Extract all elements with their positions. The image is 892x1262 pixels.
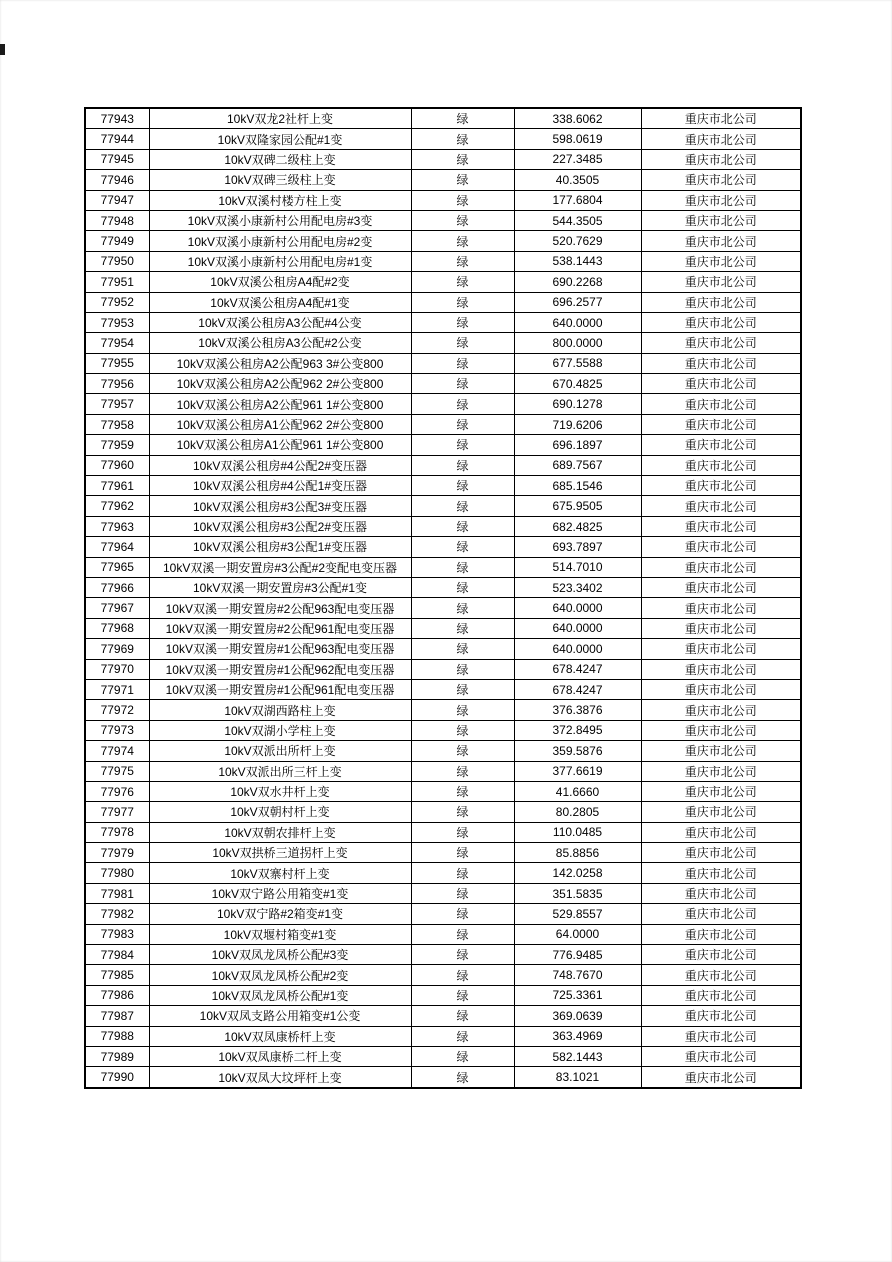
cell-value: 748.7670 bbox=[514, 965, 641, 985]
cell-name: 10kV双宁路#2箱变#1变 bbox=[149, 904, 411, 924]
cell-id: 77965 bbox=[85, 557, 149, 577]
cell-id: 77970 bbox=[85, 659, 149, 679]
cell-name: 10kV双溪公租房#3公配2#变压器 bbox=[149, 516, 411, 536]
cell-id: 77969 bbox=[85, 639, 149, 659]
cell-company: 重庆市北公司 bbox=[641, 598, 801, 618]
table-row bbox=[85, 251, 801, 271]
cell-id: 77972 bbox=[85, 700, 149, 720]
cell-company: 重庆市北公司 bbox=[641, 1046, 801, 1066]
cell-id: 77944 bbox=[85, 129, 149, 149]
cell-id: 77964 bbox=[85, 537, 149, 557]
cell-name: 10kV双凤龙凤桥公配#1变 bbox=[149, 985, 411, 1005]
cell-company: 重庆市北公司 bbox=[641, 577, 801, 597]
cell-status: 绿 bbox=[411, 883, 514, 903]
table-row bbox=[85, 374, 801, 394]
cell-status: 绿 bbox=[411, 537, 514, 557]
cell-value: 670.4825 bbox=[514, 374, 641, 394]
cell-company: 重庆市北公司 bbox=[641, 170, 801, 190]
cell-company: 重庆市北公司 bbox=[641, 108, 801, 129]
cell-value: 40.3505 bbox=[514, 170, 641, 190]
cell-name: 10kV双朝农排杆上变 bbox=[149, 822, 411, 842]
cell-status: 绿 bbox=[411, 272, 514, 292]
equipment-table bbox=[84, 107, 802, 1089]
table-row bbox=[85, 272, 801, 292]
cell-value: 64.0000 bbox=[514, 924, 641, 944]
cell-id: 77948 bbox=[85, 210, 149, 230]
cell-status: 绿 bbox=[411, 618, 514, 638]
cell-status: 绿 bbox=[411, 149, 514, 169]
cell-value: 582.1443 bbox=[514, 1046, 641, 1066]
cell-name: 10kV双溪公租房#4公配2#变压器 bbox=[149, 455, 411, 475]
cell-status: 绿 bbox=[411, 170, 514, 190]
cell-id: 77966 bbox=[85, 577, 149, 597]
table-row bbox=[85, 863, 801, 883]
cell-name: 10kV双派出所杆上变 bbox=[149, 741, 411, 761]
cell-id: 77979 bbox=[85, 843, 149, 863]
cell-status: 绿 bbox=[411, 231, 514, 251]
cell-id: 77957 bbox=[85, 394, 149, 414]
cell-id: 77951 bbox=[85, 272, 149, 292]
cell-status: 绿 bbox=[411, 251, 514, 271]
cell-name: 10kV双溪公租房A3公配#4公变 bbox=[149, 312, 411, 332]
cell-name: 10kV双朝村杆上变 bbox=[149, 802, 411, 822]
cell-company: 重庆市北公司 bbox=[641, 679, 801, 699]
cell-status: 绿 bbox=[411, 108, 514, 129]
table-row bbox=[85, 1006, 801, 1026]
cell-value: 41.6660 bbox=[514, 781, 641, 801]
cell-name: 10kV双溪一期安置房#1公配962配电变压器 bbox=[149, 659, 411, 679]
table-row bbox=[85, 333, 801, 353]
cell-status: 绿 bbox=[411, 577, 514, 597]
cell-id: 77982 bbox=[85, 904, 149, 924]
cell-id: 77959 bbox=[85, 435, 149, 455]
cell-value: 110.0485 bbox=[514, 822, 641, 842]
cell-value: 369.0639 bbox=[514, 1006, 641, 1026]
table-row bbox=[85, 1026, 801, 1046]
cell-status: 绿 bbox=[411, 781, 514, 801]
cell-id: 77987 bbox=[85, 1006, 149, 1026]
cell-id: 77963 bbox=[85, 516, 149, 536]
cell-status: 绿 bbox=[411, 129, 514, 149]
cell-value: 678.4247 bbox=[514, 659, 641, 679]
table-row bbox=[85, 129, 801, 149]
cell-company: 重庆市北公司 bbox=[641, 863, 801, 883]
cell-name: 10kV双溪公租房A1公配962 2#公变800 bbox=[149, 414, 411, 434]
cell-status: 绿 bbox=[411, 945, 514, 965]
cell-value: 598.0619 bbox=[514, 129, 641, 149]
cell-value: 696.1897 bbox=[514, 435, 641, 455]
cell-value: 800.0000 bbox=[514, 333, 641, 353]
cell-name: 10kV双溪一期安置房#2公配963配电变压器 bbox=[149, 598, 411, 618]
cell-id: 77989 bbox=[85, 1046, 149, 1066]
cell-company: 重庆市北公司 bbox=[641, 394, 801, 414]
cell-status: 绿 bbox=[411, 843, 514, 863]
cell-status: 绿 bbox=[411, 1006, 514, 1026]
cell-id: 77953 bbox=[85, 312, 149, 332]
cell-status: 绿 bbox=[411, 210, 514, 230]
cell-id: 77967 bbox=[85, 598, 149, 618]
cell-company: 重庆市北公司 bbox=[641, 883, 801, 903]
cell-status: 绿 bbox=[411, 761, 514, 781]
cell-company: 重庆市北公司 bbox=[641, 639, 801, 659]
cell-company: 重庆市北公司 bbox=[641, 251, 801, 271]
cell-id: 77986 bbox=[85, 985, 149, 1005]
cell-company: 重庆市北公司 bbox=[641, 353, 801, 373]
cell-status: 绿 bbox=[411, 985, 514, 1005]
table-row bbox=[85, 761, 801, 781]
cell-name: 10kV双水井杆上变 bbox=[149, 781, 411, 801]
table-row bbox=[85, 476, 801, 496]
table-row bbox=[85, 822, 801, 842]
cell-company: 重庆市北公司 bbox=[641, 761, 801, 781]
table-row bbox=[85, 210, 801, 230]
cell-value: 520.7629 bbox=[514, 231, 641, 251]
cell-id: 77983 bbox=[85, 924, 149, 944]
cell-company: 重庆市北公司 bbox=[641, 1006, 801, 1026]
cell-company: 重庆市北公司 bbox=[641, 781, 801, 801]
cell-name: 10kV双溪一期安置房#1公配963配电变压器 bbox=[149, 639, 411, 659]
cell-status: 绿 bbox=[411, 639, 514, 659]
cell-name: 10kV双溪公租房#3公配1#变压器 bbox=[149, 537, 411, 557]
cell-company: 重庆市北公司 bbox=[641, 945, 801, 965]
cell-id: 77973 bbox=[85, 720, 149, 740]
cell-company: 重庆市北公司 bbox=[641, 414, 801, 434]
cell-company: 重庆市北公司 bbox=[641, 618, 801, 638]
cell-name: 10kV双隆家园公配#1变 bbox=[149, 129, 411, 149]
cell-value: 177.6804 bbox=[514, 190, 641, 210]
cell-company: 重庆市北公司 bbox=[641, 129, 801, 149]
cell-company: 重庆市北公司 bbox=[641, 516, 801, 536]
cell-name: 10kV双溪公租房A2公配961 1#公变800 bbox=[149, 394, 411, 414]
cell-value: 693.7897 bbox=[514, 537, 641, 557]
cell-name: 10kV双碑二级柱上变 bbox=[149, 149, 411, 169]
table-row bbox=[85, 781, 801, 801]
cell-status: 绿 bbox=[411, 312, 514, 332]
table-row bbox=[85, 843, 801, 863]
cell-value: 538.1443 bbox=[514, 251, 641, 271]
cell-name: 10kV双凤龙凤桥公配#3变 bbox=[149, 945, 411, 965]
cell-value: 142.0258 bbox=[514, 863, 641, 883]
cell-value: 678.4247 bbox=[514, 679, 641, 699]
cell-company: 重庆市北公司 bbox=[641, 455, 801, 475]
cell-value: 363.4969 bbox=[514, 1026, 641, 1046]
table-row bbox=[85, 924, 801, 944]
cell-id: 77975 bbox=[85, 761, 149, 781]
cell-company: 重庆市北公司 bbox=[641, 190, 801, 210]
cell-id: 77968 bbox=[85, 618, 149, 638]
cell-status: 绿 bbox=[411, 965, 514, 985]
cell-id: 77954 bbox=[85, 333, 149, 353]
cell-value: 640.0000 bbox=[514, 312, 641, 332]
cell-company: 重庆市北公司 bbox=[641, 210, 801, 230]
table-row bbox=[85, 353, 801, 373]
cell-name: 10kV双溪公租房A1公配961 1#公变800 bbox=[149, 435, 411, 455]
cell-company: 重庆市北公司 bbox=[641, 435, 801, 455]
cell-company: 重庆市北公司 bbox=[641, 496, 801, 516]
cell-id: 77946 bbox=[85, 170, 149, 190]
cell-value: 690.1278 bbox=[514, 394, 641, 414]
cell-status: 绿 bbox=[411, 1067, 514, 1088]
cell-value: 719.6206 bbox=[514, 414, 641, 434]
table-row bbox=[85, 516, 801, 536]
cell-name: 10kV双龙2社杆上变 bbox=[149, 108, 411, 129]
cell-value: 227.3485 bbox=[514, 149, 641, 169]
table-row bbox=[85, 190, 801, 210]
cell-id: 77955 bbox=[85, 353, 149, 373]
cell-status: 绿 bbox=[411, 374, 514, 394]
cell-status: 绿 bbox=[411, 1026, 514, 1046]
cell-name: 10kV双溪公租房#4公配1#变压器 bbox=[149, 476, 411, 496]
cell-value: 376.3876 bbox=[514, 700, 641, 720]
cell-value: 640.0000 bbox=[514, 639, 641, 659]
cell-id: 77956 bbox=[85, 374, 149, 394]
cell-value: 83.1021 bbox=[514, 1067, 641, 1088]
cell-id: 77950 bbox=[85, 251, 149, 271]
cell-id: 77988 bbox=[85, 1026, 149, 1046]
table-row bbox=[85, 1046, 801, 1066]
cell-status: 绿 bbox=[411, 720, 514, 740]
cell-id: 77949 bbox=[85, 231, 149, 251]
cell-value: 372.8495 bbox=[514, 720, 641, 740]
cell-name: 10kV双溪小康新村公用配电房#3变 bbox=[149, 210, 411, 230]
cell-status: 绿 bbox=[411, 557, 514, 577]
cell-name: 10kV双溪公租房A2公配962 2#公变800 bbox=[149, 374, 411, 394]
cell-name: 10kV双凤龙凤桥公配#2变 bbox=[149, 965, 411, 985]
cell-id: 77971 bbox=[85, 679, 149, 699]
cell-value: 80.2805 bbox=[514, 802, 641, 822]
cell-company: 重庆市北公司 bbox=[641, 924, 801, 944]
cell-id: 77978 bbox=[85, 822, 149, 842]
cell-name: 10kV双凤大坟坪杆上变 bbox=[149, 1067, 411, 1088]
cell-name: 10kV双拱桥三道拐杆上变 bbox=[149, 843, 411, 863]
table-row bbox=[85, 414, 801, 434]
cell-value: 544.3505 bbox=[514, 210, 641, 230]
cell-name: 10kV双溪公租房A4配#2变 bbox=[149, 272, 411, 292]
cell-status: 绿 bbox=[411, 679, 514, 699]
table-row bbox=[85, 108, 801, 129]
cell-company: 重庆市北公司 bbox=[641, 476, 801, 496]
cell-status: 绿 bbox=[411, 516, 514, 536]
table-row bbox=[85, 639, 801, 659]
table-row bbox=[85, 598, 801, 618]
cell-company: 重庆市北公司 bbox=[641, 272, 801, 292]
cell-name: 10kV双溪一期安置房#2公配961配电变压器 bbox=[149, 618, 411, 638]
cell-company: 重庆市北公司 bbox=[641, 659, 801, 679]
cell-company: 重庆市北公司 bbox=[641, 965, 801, 985]
cell-value: 682.4825 bbox=[514, 516, 641, 536]
table-row bbox=[85, 577, 801, 597]
cell-id: 77977 bbox=[85, 802, 149, 822]
cell-status: 绿 bbox=[411, 476, 514, 496]
cell-name: 10kV双溪小康新村公用配电房#2变 bbox=[149, 231, 411, 251]
cell-value: 689.7567 bbox=[514, 455, 641, 475]
cell-id: 77958 bbox=[85, 414, 149, 434]
cell-id: 77976 bbox=[85, 781, 149, 801]
cell-value: 696.2577 bbox=[514, 292, 641, 312]
cell-name: 10kV双湖小学柱上变 bbox=[149, 720, 411, 740]
cell-value: 725.3361 bbox=[514, 985, 641, 1005]
cell-value: 690.2268 bbox=[514, 272, 641, 292]
table-row bbox=[85, 945, 801, 965]
cell-name: 10kV双溪一期安置房#3公配#1变 bbox=[149, 577, 411, 597]
cell-company: 重庆市北公司 bbox=[641, 700, 801, 720]
cell-id: 77943 bbox=[85, 108, 149, 129]
cell-value: 514.7010 bbox=[514, 557, 641, 577]
cell-company: 重庆市北公司 bbox=[641, 149, 801, 169]
cell-status: 绿 bbox=[411, 598, 514, 618]
cell-name: 10kV双凤支路公用箱变#1公变 bbox=[149, 1006, 411, 1026]
cell-company: 重庆市北公司 bbox=[641, 1067, 801, 1088]
table-row bbox=[85, 496, 801, 516]
cell-id: 77981 bbox=[85, 883, 149, 903]
cell-name: 10kV双凤康桥杆上变 bbox=[149, 1026, 411, 1046]
cell-id: 77984 bbox=[85, 945, 149, 965]
table-row bbox=[85, 557, 801, 577]
cell-value: 529.8557 bbox=[514, 904, 641, 924]
cell-name: 10kV双溪村楼方柱上变 bbox=[149, 190, 411, 210]
cell-company: 重庆市北公司 bbox=[641, 374, 801, 394]
cell-name: 10kV双湖西路柱上变 bbox=[149, 700, 411, 720]
cell-name: 10kV双派出所三杆上变 bbox=[149, 761, 411, 781]
table-row bbox=[85, 312, 801, 332]
cell-id: 77974 bbox=[85, 741, 149, 761]
cell-status: 绿 bbox=[411, 924, 514, 944]
cell-value: 677.5588 bbox=[514, 353, 641, 373]
cell-value: 640.0000 bbox=[514, 598, 641, 618]
cell-name: 10kV双溪公租房A4配#1变 bbox=[149, 292, 411, 312]
cell-status: 绿 bbox=[411, 904, 514, 924]
cell-id: 77952 bbox=[85, 292, 149, 312]
cell-name: 10kV双溪公租房A2公配963 3#公变800 bbox=[149, 353, 411, 373]
cell-status: 绿 bbox=[411, 333, 514, 353]
table-row bbox=[85, 394, 801, 414]
cell-status: 绿 bbox=[411, 353, 514, 373]
cell-id: 77990 bbox=[85, 1067, 149, 1088]
table-row bbox=[85, 292, 801, 312]
cell-name: 10kV双溪一期安置房#1公配961配电变压器 bbox=[149, 679, 411, 699]
cell-company: 重庆市北公司 bbox=[641, 1026, 801, 1046]
cell-value: 338.6062 bbox=[514, 108, 641, 129]
cell-status: 绿 bbox=[411, 394, 514, 414]
cell-status: 绿 bbox=[411, 822, 514, 842]
cell-value: 85.8856 bbox=[514, 843, 641, 863]
cell-status: 绿 bbox=[411, 1046, 514, 1066]
table-row bbox=[85, 659, 801, 679]
table-row bbox=[85, 231, 801, 251]
table-row bbox=[85, 455, 801, 475]
cell-status: 绿 bbox=[411, 455, 514, 475]
cell-name: 10kV双凤康桥二杆上变 bbox=[149, 1046, 411, 1066]
cell-name: 10kV双碑三级柱上变 bbox=[149, 170, 411, 190]
cell-company: 重庆市北公司 bbox=[641, 312, 801, 332]
cell-status: 绿 bbox=[411, 414, 514, 434]
cell-company: 重庆市北公司 bbox=[641, 822, 801, 842]
cell-company: 重庆市北公司 bbox=[641, 231, 801, 251]
cell-status: 绿 bbox=[411, 863, 514, 883]
cell-value: 776.9485 bbox=[514, 945, 641, 965]
cell-value: 523.3402 bbox=[514, 577, 641, 597]
cell-id: 77961 bbox=[85, 476, 149, 496]
cell-name: 10kV双溪一期安置房#3公配#2变配电变压器 bbox=[149, 557, 411, 577]
table-row bbox=[85, 618, 801, 638]
table-row bbox=[85, 435, 801, 455]
table-row bbox=[85, 965, 801, 985]
cell-status: 绿 bbox=[411, 659, 514, 679]
cell-id: 77960 bbox=[85, 455, 149, 475]
table-row bbox=[85, 741, 801, 761]
cell-status: 绿 bbox=[411, 292, 514, 312]
cell-status: 绿 bbox=[411, 190, 514, 210]
cell-name: 10kV双溪公租房#3公配3#变压器 bbox=[149, 496, 411, 516]
cell-value: 377.6619 bbox=[514, 761, 641, 781]
cell-id: 77980 bbox=[85, 863, 149, 883]
cell-company: 重庆市北公司 bbox=[641, 537, 801, 557]
cell-value: 351.5835 bbox=[514, 883, 641, 903]
table-row bbox=[85, 700, 801, 720]
cell-name: 10kV双宁路公用箱变#1变 bbox=[149, 883, 411, 903]
cell-company: 重庆市北公司 bbox=[641, 333, 801, 353]
cell-name: 10kV双溪公租房A3公配#2公变 bbox=[149, 333, 411, 353]
cell-company: 重庆市北公司 bbox=[641, 802, 801, 822]
cell-name: 10kV双堰村箱变#1变 bbox=[149, 924, 411, 944]
cell-value: 685.1546 bbox=[514, 476, 641, 496]
scan-artifact bbox=[0, 44, 5, 55]
cell-id: 77962 bbox=[85, 496, 149, 516]
cell-company: 重庆市北公司 bbox=[641, 904, 801, 924]
cell-value: 640.0000 bbox=[514, 618, 641, 638]
cell-name: 10kV双寨村杆上变 bbox=[149, 863, 411, 883]
cell-company: 重庆市北公司 bbox=[641, 741, 801, 761]
cell-name: 10kV双溪小康新村公用配电房#1变 bbox=[149, 251, 411, 271]
cell-status: 绿 bbox=[411, 700, 514, 720]
cell-status: 绿 bbox=[411, 496, 514, 516]
table-row bbox=[85, 679, 801, 699]
table-body bbox=[85, 108, 801, 1088]
table-row bbox=[85, 802, 801, 822]
cell-status: 绿 bbox=[411, 435, 514, 455]
cell-id: 77985 bbox=[85, 965, 149, 985]
cell-status: 绿 bbox=[411, 741, 514, 761]
cell-value: 675.9505 bbox=[514, 496, 641, 516]
table-row bbox=[85, 170, 801, 190]
table-row bbox=[85, 904, 801, 924]
table-row bbox=[85, 1067, 801, 1088]
cell-company: 重庆市北公司 bbox=[641, 557, 801, 577]
table-row bbox=[85, 149, 801, 169]
cell-company: 重庆市北公司 bbox=[641, 720, 801, 740]
cell-company: 重庆市北公司 bbox=[641, 843, 801, 863]
table-row bbox=[85, 720, 801, 740]
cell-company: 重庆市北公司 bbox=[641, 985, 801, 1005]
cell-id: 77947 bbox=[85, 190, 149, 210]
cell-status: 绿 bbox=[411, 802, 514, 822]
cell-id: 77945 bbox=[85, 149, 149, 169]
table-row bbox=[85, 883, 801, 903]
table-row bbox=[85, 537, 801, 557]
cell-value: 359.5876 bbox=[514, 741, 641, 761]
cell-company: 重庆市北公司 bbox=[641, 292, 801, 312]
table-row bbox=[85, 985, 801, 1005]
